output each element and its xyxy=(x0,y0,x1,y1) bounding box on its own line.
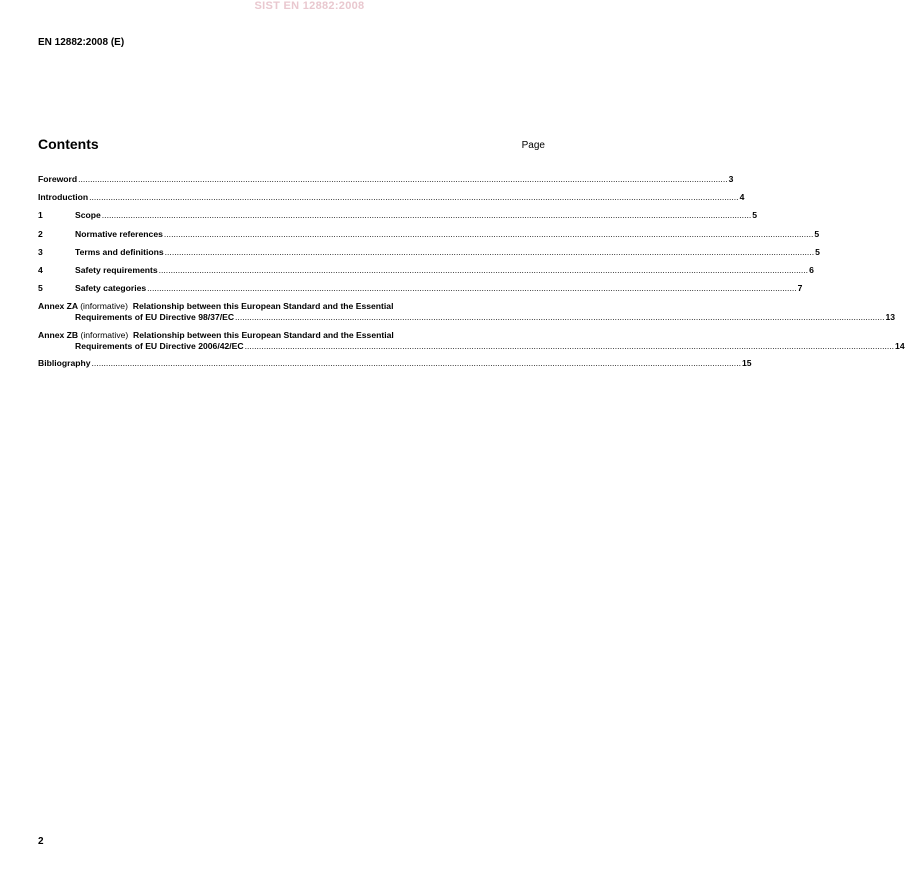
toc-entry-number: 2 xyxy=(38,228,43,239)
dot-leader xyxy=(92,358,741,369)
toc-entry-page: 15 xyxy=(741,358,752,369)
toc-entry-title: Scope xyxy=(75,210,101,221)
dot-leader xyxy=(102,210,751,221)
toc-entry-title: Foreword xyxy=(38,174,78,184)
table-of-contents xyxy=(38,174,905,377)
toc-entry-terms-and-definitions[interactable] xyxy=(38,246,820,258)
toc-entry-title: Introduction xyxy=(38,192,89,203)
watermark: SIST EN 12882:2008 xyxy=(254,0,365,12)
toc-entry-page: 4 xyxy=(739,192,745,203)
annex-heading-line xyxy=(38,330,394,341)
page-column-label: Page xyxy=(521,140,545,151)
dot-leader xyxy=(147,283,796,294)
annex-heading-line xyxy=(38,301,393,312)
toc-entry-page: 5 xyxy=(815,246,820,257)
toc-entry-number: 3 xyxy=(38,246,43,257)
dot-leader xyxy=(245,341,894,352)
dot-leader xyxy=(165,247,814,258)
dot-leader xyxy=(235,312,884,323)
toc-entry-number: 5 xyxy=(38,283,43,294)
dot-leader xyxy=(89,192,738,203)
toc-entry-number: 4 xyxy=(38,264,43,275)
toc-entry-scope[interactable] xyxy=(38,210,758,221)
toc-entry-page: 5 xyxy=(752,210,758,221)
toc-entry-bibliography[interactable] xyxy=(38,358,752,369)
toc-entry-annex-zb[interactable] xyxy=(38,329,905,352)
annex-title-continuation xyxy=(38,312,895,323)
annex-title-continuation xyxy=(38,341,905,352)
toc-entry-page: 3 xyxy=(728,174,734,184)
dot-leader xyxy=(159,265,808,276)
toc-entry-normative-references[interactable] xyxy=(38,228,820,240)
toc-entry-page: 14 xyxy=(895,340,905,351)
toc-entry-title: Bibliography xyxy=(38,358,91,369)
toc-entry-page: 13 xyxy=(885,312,896,323)
annex-qualifier: (informative) xyxy=(80,301,128,312)
annex-label: Annex ZA xyxy=(38,301,78,312)
toc-entry-page: 5 xyxy=(814,228,820,239)
toc-entry-title: Safety categories xyxy=(75,283,147,294)
toc-entry-title: Normative references xyxy=(75,228,163,239)
toc-entry-introduction[interactable] xyxy=(38,192,745,203)
annex-title-line1: Relationship between this European Standard and the Essential xyxy=(133,329,394,340)
annex-title-line2: Requirements of EU Directive 98/37/EC xyxy=(75,312,235,323)
toc-entry-page: 6 xyxy=(809,264,814,275)
annex-label: Annex ZB xyxy=(38,329,79,340)
document-id: EN 12882:2008 (E) xyxy=(38,37,125,48)
toc-entry-title: Terms and definitions xyxy=(75,246,164,257)
toc-entry-title: Safety requirements xyxy=(75,264,158,275)
toc-entry-number: 1 xyxy=(38,210,43,221)
dot-leader xyxy=(164,229,813,240)
annex-title-line1: Relationship between this European Standard and the Essential xyxy=(132,301,394,312)
page-number: 2 xyxy=(38,836,44,847)
toc-entry-foreword[interactable] xyxy=(38,174,734,185)
toc-entry-safety-requirements[interactable] xyxy=(38,264,814,276)
toc-entry-safety-categories[interactable] xyxy=(38,283,803,294)
toc-entry-annex-za[interactable] xyxy=(38,301,896,323)
annex-title-line2: Requirements of EU Directive 2006/42/EC xyxy=(75,340,244,351)
dot-leader xyxy=(78,174,727,185)
annex-qualifier: (informative) xyxy=(80,329,129,340)
contents-heading: Contents xyxy=(38,136,99,152)
toc-entry-page: 7 xyxy=(797,283,803,294)
